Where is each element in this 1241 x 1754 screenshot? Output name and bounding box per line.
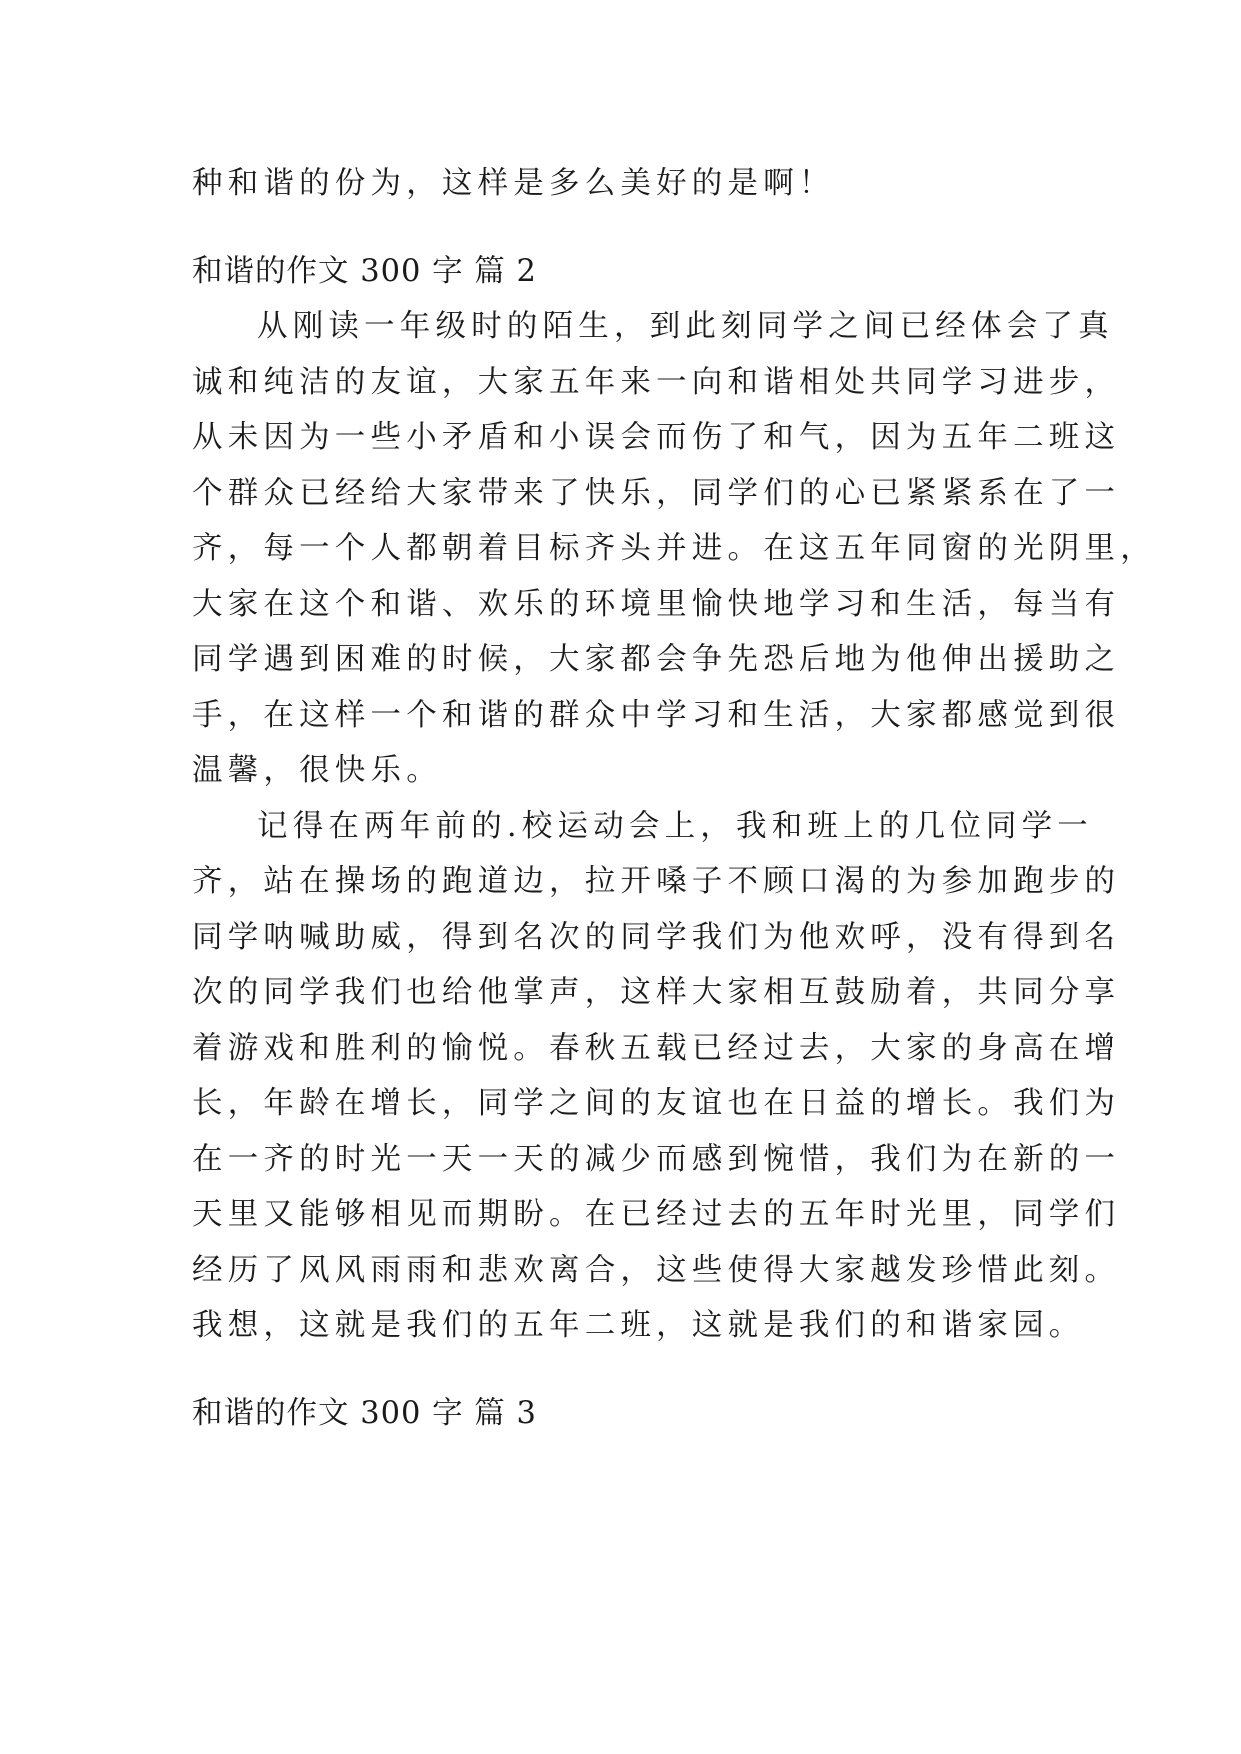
text-line: 温馨，很快乐。 [192, 753, 442, 788]
section-heading: 和谐的作文 300 字 篇 3 [192, 1396, 537, 1431]
text-line: 天里又能够相见而期盼。在已经过去的五年时光里，同学们 [192, 1197, 1121, 1232]
text-line: 次的同学我们也给他掌声，这样大家相互鼓励着，共同分享 [192, 975, 1121, 1010]
text-line: 齐，站在操场的跑道边，拉开嗓子不顾口渴的为参加跑步的 [192, 864, 1121, 899]
text-line: 我想，这就是我们的五年二班，这就是我们的和谐家园。 [192, 1308, 1085, 1343]
text-line: 齐，每一个人都朝着目标齐头并进。在这五年同窗的光阴里， [192, 531, 1156, 566]
text-line: 大家在这个和谐、欢乐的环境里愉快地学习和生活，每当有 [192, 587, 1121, 622]
text-line: 诚和纯洁的友谊，大家五年来一向和谐相处共同学习进步， [192, 365, 1121, 400]
text-line: 经历了风风雨雨和悲欢离合，这些使得大家越发珍惜此刻。 [192, 1253, 1121, 1288]
text-line: 从未因为一些小矛盾和小误会而伤了和气，因为五年二班这 [192, 420, 1121, 455]
text-line: 种和谐的份为，这样是多么美好的是啊！ [192, 166, 835, 201]
text-line: 在一齐的时光一天一天的减少而感到惋惜，我们为在新的一 [192, 1142, 1121, 1177]
text-line: 个群众已经给大家带来了快乐，同学们的心已紧紧系在了一 [192, 476, 1121, 511]
text-line: 同学遇到困难的时候，大家都会争先恐后地为他伸出援助之 [192, 642, 1121, 677]
text-line: 手，在这样一个和谐的群众中学习和生活，大家都感觉到很 [192, 698, 1121, 733]
section-heading: 和谐的作文 300 字 篇 2 [192, 254, 537, 289]
text-line: 从刚读一年级时的陌生，到此刻同学之间已经体会了真 [257, 309, 1114, 344]
text-line: 着游戏和胜利的愉悦。春秋五载已经过去，大家的身高在增 [192, 1031, 1121, 1066]
text-line: 长，年龄在增长，同学之间的友谊也在日益的增长。我们为 [192, 1086, 1121, 1121]
text-line: 同学呐喊助威，得到名次的同学我们为他欢呼，没有得到名 [192, 920, 1121, 955]
text-line: 记得在两年前的.校运动会上，我和班上的几位同学一 [257, 809, 1093, 844]
